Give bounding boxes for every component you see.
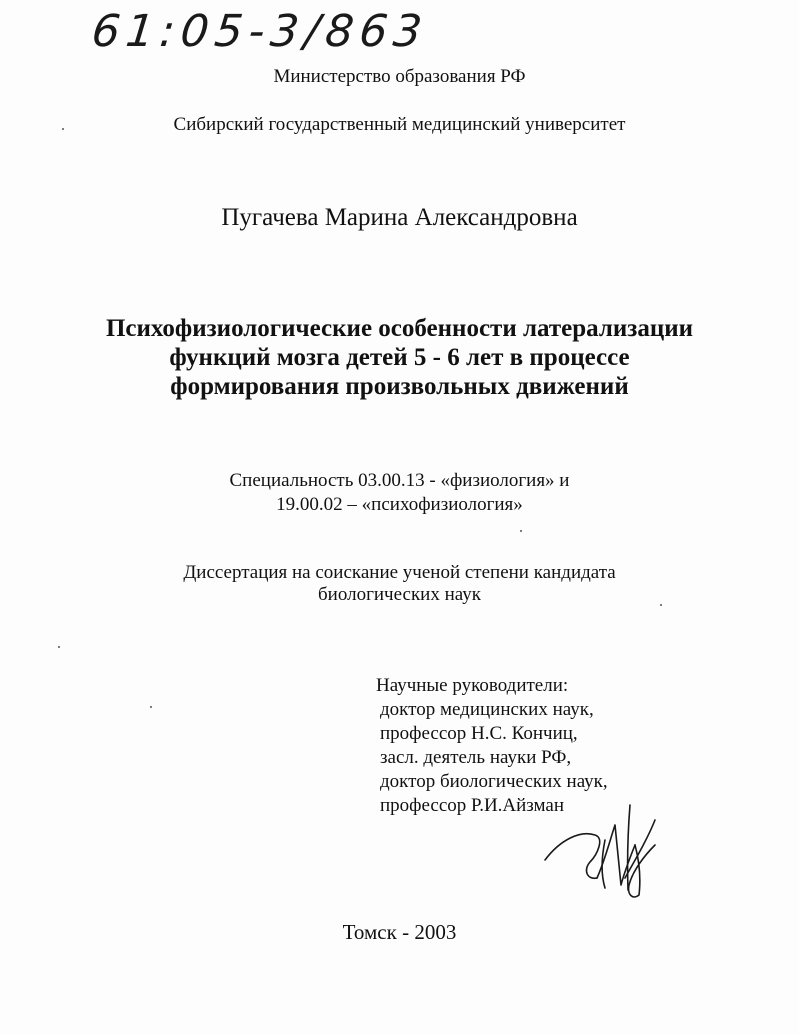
scan-speck (150, 706, 152, 708)
author-name: Пугачева Марина Александровна (221, 204, 578, 231)
supervisors-block (376, 674, 608, 818)
university-name: Сибирский государственный медицинский университет (173, 114, 626, 135)
specialty-line-2: 19.00.02 – «психофизиология» (276, 494, 523, 515)
signature-icon (535, 800, 675, 910)
supervisor-line: доктор медицинских наук, (380, 699, 594, 720)
specialty-line-1: Специальность 03.00.13 - «физиология» и (229, 470, 570, 491)
scan-speck (520, 530, 522, 532)
supervisor-line: профессор Н.С. Кончиц, (380, 723, 578, 744)
supervisor-line: доктор биологических наук, (380, 771, 608, 792)
scan-speck (62, 128, 64, 130)
supervisor-line: засл. деятель науки РФ, (380, 747, 572, 768)
thesis-title-line-1: Психофизиологические особенности латерализации (105, 315, 694, 342)
ministry-name: Министерство образования РФ (273, 66, 526, 87)
scan-speck (660, 604, 662, 606)
supervisor-line: профессор Р.И.Айзман (380, 795, 565, 816)
supervisors-heading: Научные руководители: (376, 675, 569, 696)
thesis-title-line-2: функций мозга детей 5 - 6 лет в процессе (169, 344, 630, 371)
dissertation-line-2: биологических наук (318, 584, 481, 605)
city-year: Томск - 2003 (342, 920, 457, 944)
dissertation-line-1: Диссертация на соискание ученой степени кандидата (183, 562, 616, 583)
scan-speck (58, 646, 60, 648)
archive-code-handwritten: 61:05-3/863 (89, 6, 431, 57)
thesis-title-line-3: формирования произвольных движений (170, 373, 629, 400)
